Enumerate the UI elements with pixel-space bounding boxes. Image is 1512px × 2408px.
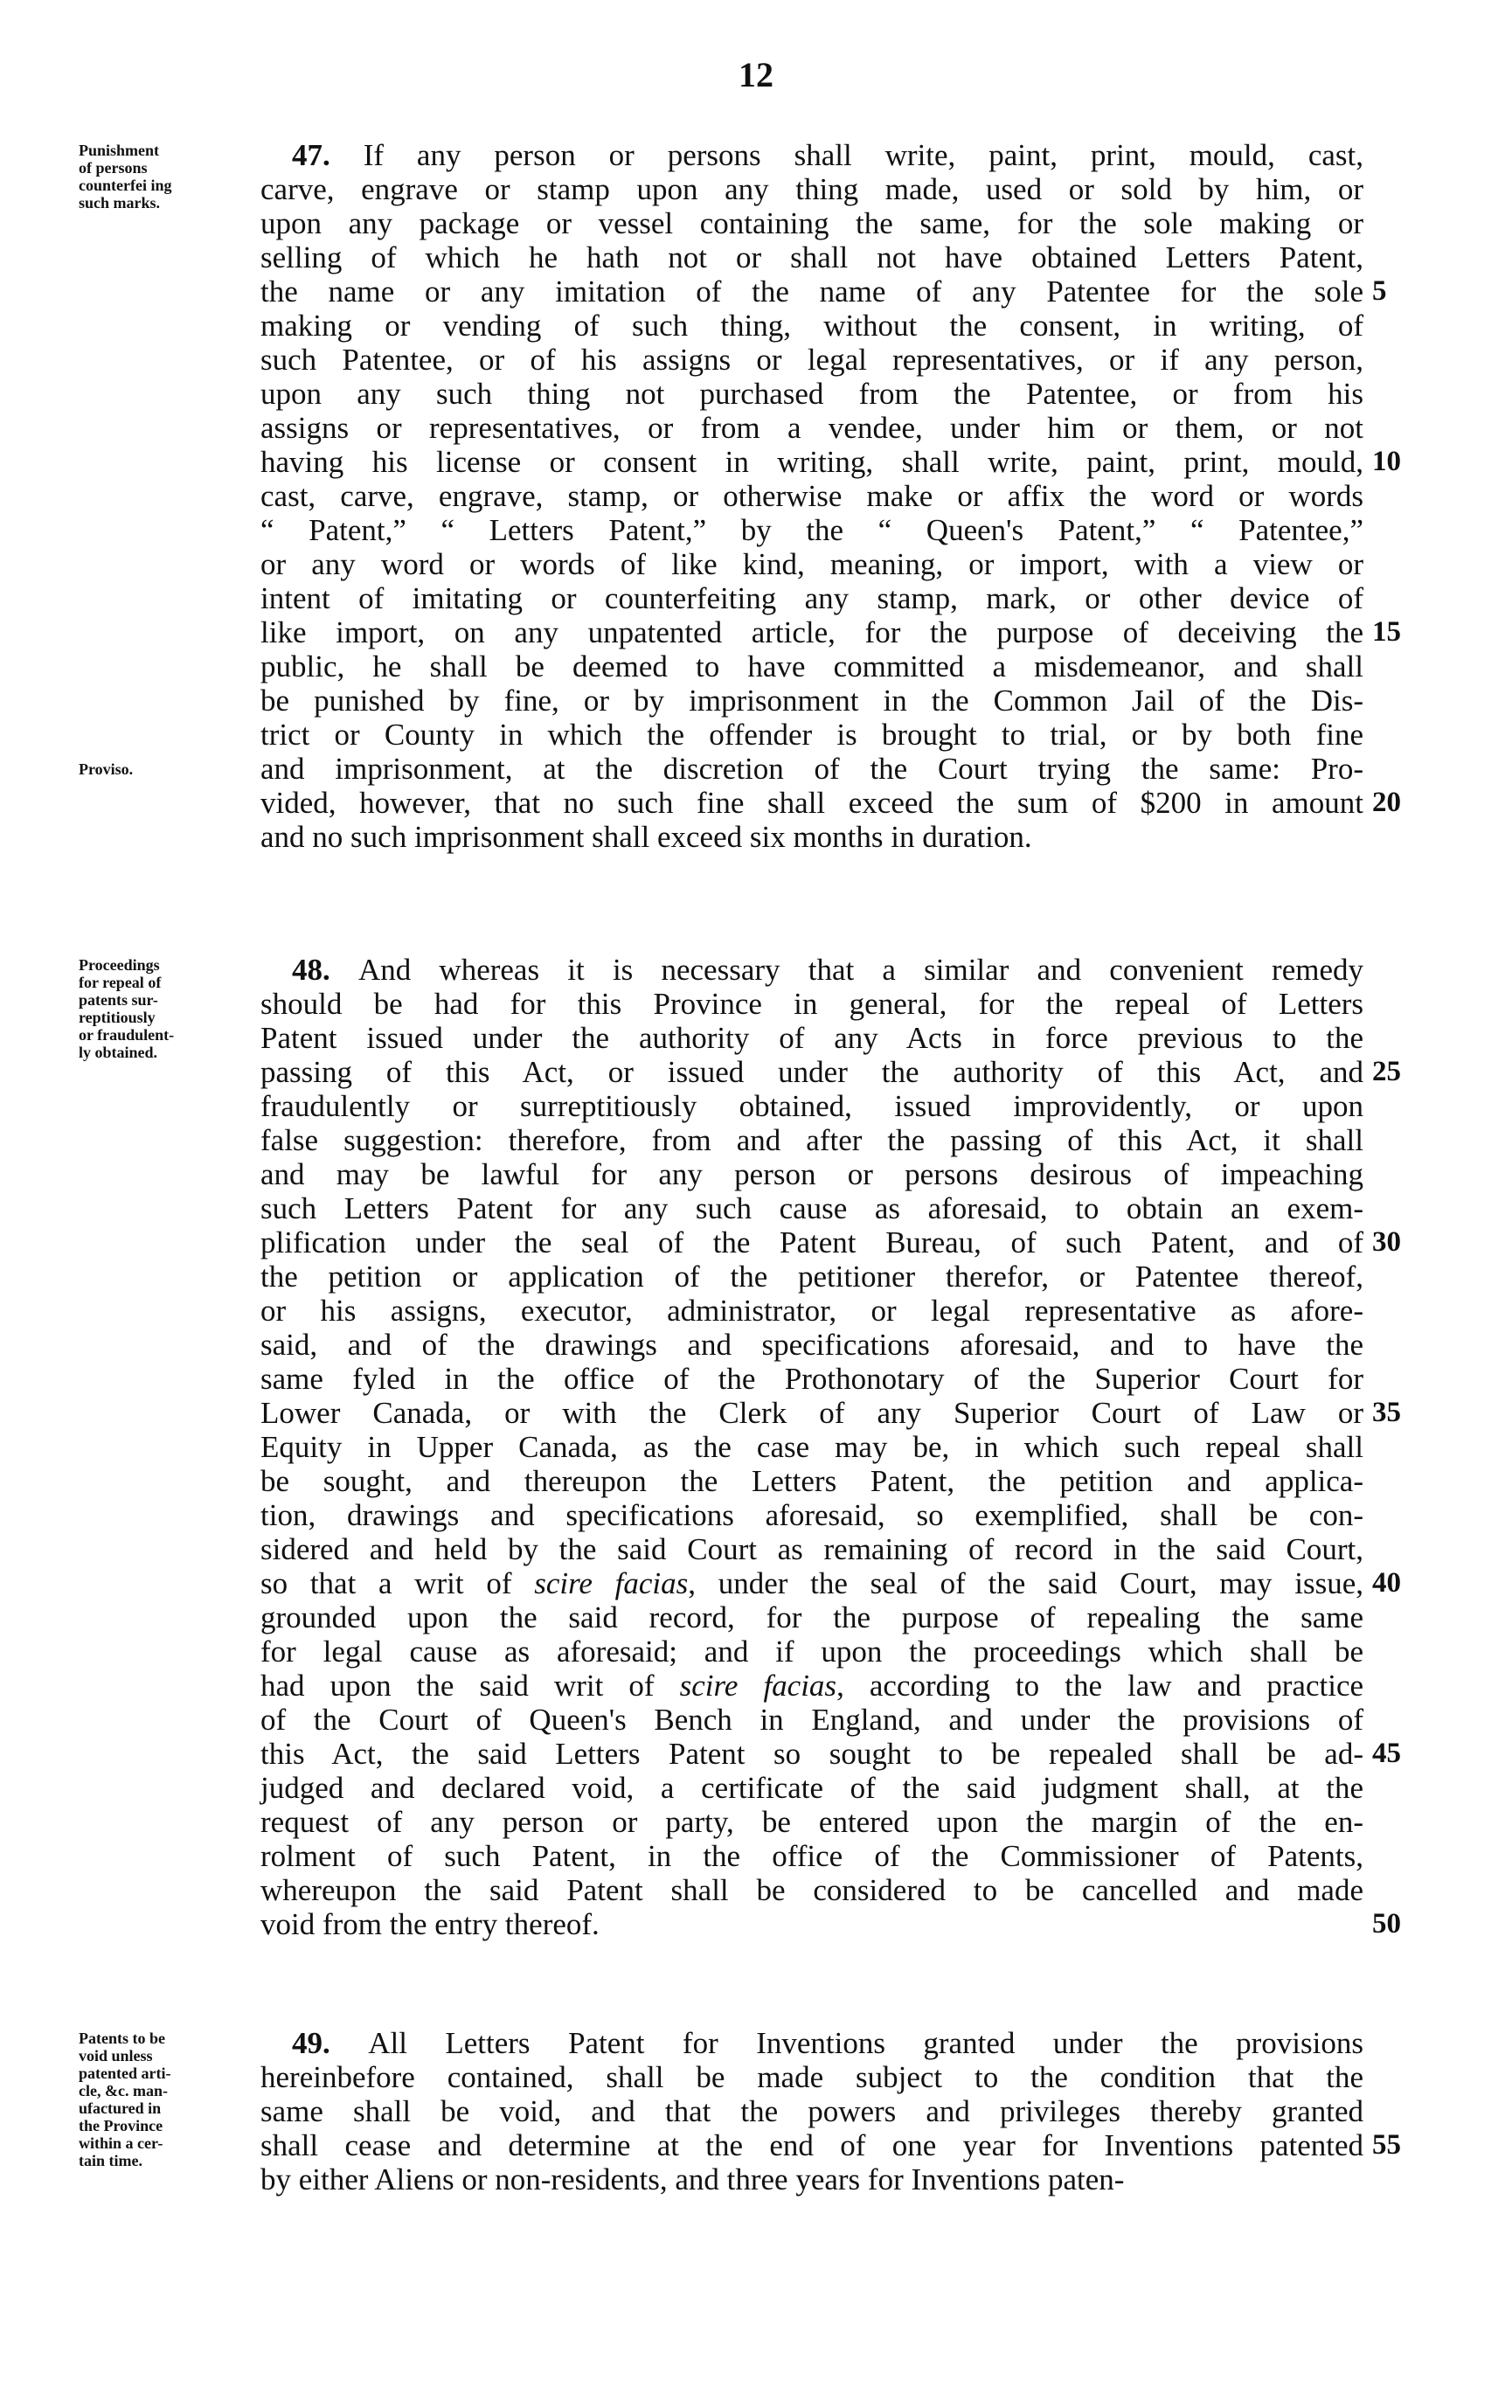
margin-note-line: or fraudulent-	[79, 1026, 175, 1044]
text-line: carve, engrave or stamp upon any thing made, used or sold by him, or	[260, 172, 1363, 206]
line-number: 20	[1372, 787, 1401, 818]
line-number: 25	[1372, 1056, 1401, 1087]
margin-note-line: Patents to be	[79, 2030, 165, 2047]
margin-note-line: reptitiously	[79, 1009, 156, 1026]
text-line: sidered and held by the said Court as remaining of record in the said Court,	[260, 1532, 1363, 1566]
line-number: 35	[1372, 1397, 1401, 1428]
margin-note-line: ufactured in	[79, 2099, 162, 2117]
text-line: and may be lawful for any person or persons desirous of impeaching	[260, 1157, 1363, 1191]
text-line: assigns or representatives, or from a vendee, under him or them, or not	[260, 411, 1363, 445]
text-line: “ Patent,” “ Letters Patent,” by the “ Queen's Patent,” “ Patentee,”	[260, 513, 1363, 547]
text-line: like import, on any unpatented article, for the purpose of deceiving the	[260, 615, 1363, 649]
text-line: upon any package or vessel containing the same, for the sole making or	[260, 206, 1363, 240]
section-number: 48.	[292, 953, 358, 987]
text-line: rolment of such Patent, in the office of the Commissioner of Patents,	[260, 1839, 1363, 1873]
proviso-note: Proviso.	[79, 760, 134, 778]
line-number: 45	[1372, 1738, 1401, 1769]
section-number: 49.	[292, 2026, 369, 2060]
text-line: Patent issued under the authority of any Acts in force previous to the	[260, 1021, 1363, 1055]
text-line: so that a writ of scire facias, under the seal of the said Court, may issue,	[260, 1566, 1363, 1600]
text-line: same shall be void, and that the powers and privileges thereby granted	[260, 2094, 1363, 2128]
text-line: be punished by fine, or by imprisonment in the Common Jail of the Dis-	[260, 684, 1363, 718]
margin-note-line: patents sur-	[79, 991, 158, 1009]
text-line: intent of imitating or counterfeiting any stamp, mark, or other device of	[260, 581, 1363, 615]
text-line: vided, however, that no such fine shall exceed the sum of $200 in amount	[260, 786, 1363, 820]
text-line: had upon the said writ of scire facias, according to the law and practice	[260, 1669, 1364, 1703]
page-number: 12	[739, 55, 773, 94]
text-line: the petition or application of the petitioner therefor, or Patentee thereof,	[260, 1260, 1363, 1294]
line-number: 55	[1372, 2129, 1401, 2161]
text-line: cast, carve, engrave, stamp, or otherwise make or affix the word or words	[260, 479, 1363, 513]
text-line: should be had for this Province in general, for the repeal of Letters	[260, 987, 1363, 1021]
margin-note-line: such marks.	[79, 194, 161, 212]
margin-note-line: cle, &c. man-	[79, 2082, 168, 2099]
line-number: 15	[1372, 616, 1401, 648]
text-line: 47. If any person or persons shall write, paint, print, mould, cast,	[292, 138, 1363, 172]
margin-note-line: counterfei ing	[79, 177, 172, 194]
text-line: the name or any imitation of the name of any Patentee for the sole	[260, 274, 1363, 309]
text-line: fraudulently or surreptitiously obtained, issued improvidently, or upon	[260, 1089, 1363, 1123]
text-line: trict or County in which the offender is brought to trial, or by both fine	[260, 718, 1363, 752]
text-line: shall cease and determine at the end of one year for Inventions patented	[260, 2128, 1363, 2162]
section-number: 47.	[292, 138, 364, 172]
text-line: grounded upon the said record, for the purpose of repealing the same	[260, 1600, 1363, 1634]
text-line: Lower Canada, or with the Clerk of any Superior Court of Law or	[260, 1396, 1363, 1430]
margin-note-line: of persons	[79, 159, 148, 177]
margin-note-line: the Province	[79, 2117, 163, 2134]
text-line: selling of which he hath not or shall not have obtained Letters Patent,	[260, 240, 1363, 274]
text-line: same fyled in the office of the Prothonotary of the Superior Court for	[260, 1362, 1363, 1396]
margin-note-line: Proceedings	[79, 956, 160, 974]
margin-note-line: Punishment	[79, 142, 160, 159]
text-line: request of any person or party, be entered upon the margin of the en-	[260, 1805, 1363, 1839]
text-line: and imprisonment, at the discretion of the Court trying the same: Pro-	[260, 752, 1363, 786]
text-line: for legal cause as aforesaid; and if upon the proceedings which shall be	[260, 1634, 1363, 1669]
text-line: 48. And whereas it is necessary that a similar and convenient remedy	[292, 953, 1363, 987]
margin-note-line: ly obtained.	[79, 1044, 158, 1061]
section-body	[260, 953, 1363, 1941]
margin-note-line: patented arti-	[79, 2064, 171, 2082]
text-line: of the Court of Queen's Bench in England, and under the provisions of	[260, 1703, 1363, 1737]
section-body	[260, 2026, 1363, 2196]
text-line: by either Aliens or non-residents, and three years for Inventions paten-	[260, 2162, 1125, 2196]
text-line: this Act, the said Letters Patent so sought to be repealed shall be ad-	[260, 1737, 1363, 1771]
section-body	[260, 138, 1363, 854]
text-line: upon any such thing not purchased from the Patentee, or from his	[260, 377, 1363, 411]
text-line: 49. All Letters Patent for Inventions granted under the provisions	[292, 2026, 1363, 2060]
margin-note-line: within a cer-	[79, 2134, 163, 2152]
text-line: whereupon the said Patent shall be considered to be cancelled and made	[260, 1873, 1363, 1907]
line-number: 30	[1372, 1226, 1401, 1258]
text-line: public, he shall be deemed to have committed a misdemeanor, and shall	[260, 649, 1363, 684]
line-number: 10	[1372, 446, 1401, 477]
margin-note	[79, 142, 253, 212]
text-line: passing of this Act, or issued under the authority of this Act, and	[260, 1055, 1363, 1089]
text-line: void from the entry thereof.	[260, 1907, 600, 1941]
line-number: 5	[1372, 275, 1387, 307]
text-line: be sought, and thereupon the Letters Patent, the petition and applica-	[260, 1464, 1363, 1498]
text-line: and no such imprisonment shall exceed six months in duration.	[260, 820, 1032, 854]
text-line: such Patentee, or of his assigns or legal representatives, or if any person,	[260, 343, 1363, 377]
line-number: 40	[1372, 1567, 1401, 1599]
margin-note	[79, 2030, 253, 2169]
text-line: Equity in Upper Canada, as the case may be, in which such repeal shall	[260, 1430, 1363, 1464]
text-line: tion, drawings and specifications aforesaid, so exemplified, shall be con-	[260, 1498, 1363, 1532]
text-line: having his license or consent in writing, shall write, paint, print, mould,	[260, 445, 1363, 479]
text-line: or any word or words of like kind, meaning, or import, with a view or	[260, 547, 1363, 581]
margin-note-line: tain time.	[79, 2152, 142, 2169]
text-line: said, and of the drawings and specifications aforesaid, and to have the	[260, 1328, 1363, 1362]
text-line: hereinbefore contained, shall be made subject to the condition that the	[260, 2060, 1363, 2094]
text-line: such Letters Patent for any such cause as aforesaid, to obtain an exem-	[260, 1191, 1363, 1225]
text-line: plification under the seal of the Patent Bureau, of such Patent, and of	[260, 1225, 1363, 1260]
margin-note-line: for repeal of	[79, 974, 162, 991]
text-line: false suggestion: therefore, from and after the passing of this Act, it shall	[260, 1123, 1363, 1157]
line-number: 50	[1372, 1908, 1401, 1940]
text-line: making or vending of such thing, without the consent, in writing, of	[260, 309, 1363, 343]
text-line: or his assigns, executor, administrator, or legal representative as afore-	[260, 1294, 1363, 1328]
margin-note-line: void unless	[79, 2047, 153, 2064]
margin-note	[79, 956, 253, 1061]
text-line: judged and declared void, a certificate of the said judgment shall, at the	[260, 1771, 1363, 1805]
